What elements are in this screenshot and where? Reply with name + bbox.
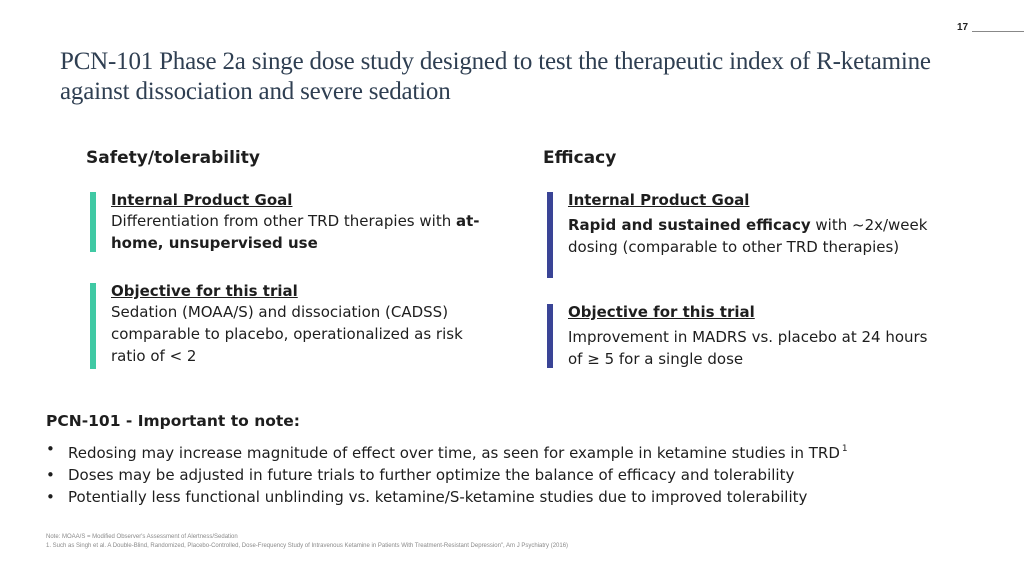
bullet-marker: • bbox=[46, 440, 55, 458]
safety-goal-accent-bar bbox=[90, 192, 96, 252]
slide-number: 17 bbox=[957, 22, 969, 33]
list-item-text: Redosing may increase magnitude of effect over time, as seen for example in ketamine studies in TRD bbox=[68, 444, 840, 462]
efficacy-objective-box bbox=[547, 302, 928, 370]
safety-goal-heading: Internal Product Goal bbox=[111, 191, 293, 209]
safety-objective-box bbox=[90, 281, 491, 367]
footnote-note: Note: MOAA/S = Modified Observer's Assessment of Alertness/Sedation bbox=[46, 534, 238, 540]
efficacy-goal-text bbox=[568, 214, 948, 258]
list-item bbox=[46, 438, 1006, 464]
safety-goal-text bbox=[111, 210, 511, 254]
notes-list bbox=[46, 438, 1006, 508]
list-item-text: Doses may be adjusted in future trials to further optimize the balance of efficacy and tolerability bbox=[68, 466, 795, 484]
footnote-reference-1: 1. Such as Singh et al. A Double-Blind, Randomized, Placebo-Controlled, Dose-Frequency Study of Intravenous Ketamine in Patients With Treatment-Resistant Depression", Am J Psychiatry (2016) bbox=[46, 543, 569, 549]
safety-goal-box bbox=[90, 190, 511, 254]
footnote-ref-1: 1 bbox=[841, 444, 848, 454]
efficacy-goal-text-bold: Rapid and sustained efficacy bbox=[568, 216, 811, 234]
safety-objective-accent-bar bbox=[90, 283, 96, 369]
efficacy-objective-accent-bar bbox=[547, 304, 553, 368]
notes-heading: PCN-101 - Important to note: bbox=[46, 412, 300, 430]
top-rule-divider bbox=[972, 31, 1024, 32]
list-item-text: Potentially less functional unblinding vs. ketamine/S-ketamine studies due to improved tolerability bbox=[68, 488, 808, 506]
slide-title: PCN-101 Phase 2a singe dose study designed to test the therapeutic index of R-ketamine against dissociation and severe sedation bbox=[60, 48, 931, 105]
safety-objective-heading: Objective for this trial bbox=[111, 282, 298, 300]
footnotes bbox=[46, 533, 946, 551]
safety-goal-text-plain: Differentiation from other TRD therapies with bbox=[111, 212, 456, 230]
efficacy-column-heading: Efficacy bbox=[543, 148, 617, 168]
efficacy-goal-box bbox=[547, 190, 948, 258]
list-item bbox=[46, 486, 1006, 508]
efficacy-goal-heading: Internal Product Goal bbox=[568, 191, 750, 209]
efficacy-objective-text: Improvement in MADRS vs. placebo at 24 hours of ≥ 5 for a single dose bbox=[568, 328, 928, 368]
safety-objective-text: Sedation (MOAA/S) and dissociation (CADSS) comparable to placebo, operationalized as risk ratio of < 2 bbox=[111, 303, 463, 365]
bullet-marker: • bbox=[46, 466, 55, 484]
efficacy-goal-accent-bar bbox=[547, 192, 553, 278]
efficacy-goal-text-plain: with ~2x/week dosing (comparable to other TRD therapies) bbox=[568, 216, 928, 256]
bullet-marker: • bbox=[46, 488, 55, 506]
safety-column-heading: Safety/tolerability bbox=[86, 148, 260, 168]
efficacy-objective-heading: Objective for this trial bbox=[568, 303, 755, 321]
list-item bbox=[46, 464, 1006, 486]
safety-goal-text-bold: at-home, unsupervised use bbox=[111, 212, 480, 252]
